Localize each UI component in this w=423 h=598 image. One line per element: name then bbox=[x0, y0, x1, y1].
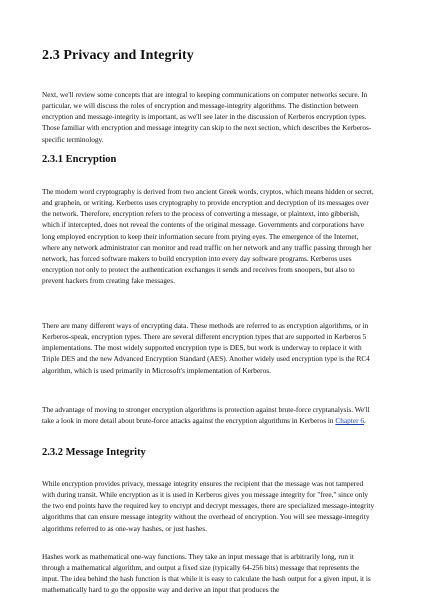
encryption-heading: 2.3.1 Encryption bbox=[42, 154, 117, 165]
chapter-6-link[interactable]: Chapter 6 bbox=[335, 416, 364, 426]
message-integrity-heading: 2.3.2 Message Integrity bbox=[42, 447, 146, 458]
encryption-paragraph-3 bbox=[42, 404, 377, 426]
section-title: 2.3 Privacy and Integrity bbox=[42, 48, 194, 63]
integrity-paragraph-2: Hashes work as mathematical one-way functions. They take an input message that is arbitrarily long, run it through a mathematical algorithm, and output a fixed size (typically 64-256 bits) message that represents the input. The idea behind the hash function is that while it is easy to calculate the hash output for a given input, it is mathematically hard to go the opposite way and derive an input that produces the bbox=[42, 552, 371, 595]
encryption-paragraph-3-text: The advantage of moving to stronger encryption algorithms is protection against brute-force cryptanalysis. We'll take a look in more detail about brute-force attacks against the encryption algorithms in Kerberos in bbox=[42, 405, 370, 426]
intro-paragraph: Next, we'll review some concepts that are integral to keeping communications on computer networks secure. In particular, we will discuss the roles of encryption and message-integrity algorithms. The distinction between encryption and message-integrity is important, as we'll see later in the discussion of Kerberos encryption types. Those familiar with encryption and message integrity can skip to the next section, which describes the Kerberos-specific terminology. bbox=[42, 90, 372, 144]
encryption-paragraph-1: The modern word cryptography is derived from two ancient Greek words, cryptos, which means hidden or secret, and grapheín, or writing. Kerberos uses cryptography to provide encryption and decryption of its messages over the network. Therefore, encryption refers to the process of converting a message, or plaintext, into gibberish, which if intercepted, does not reveal the contents of the original message. Governments and corporations have long employed encryption to keep their information secure from prying eyes. The emergence of the Internet, where any network administrator can monitor and read traffic on her network and any traffic passing through her network, has forced software makers to build encryption into every day software programs. Kerberos uses encryption not only to protect the authentication exchanges it sends and receives from snoopers, but also to prevent hackers from creating fake messages. bbox=[42, 187, 374, 286]
encryption-paragraph-2: There are many different ways of encrypting data. These methods are referred to as encryption algorithms, or in Kerberos-speak, encryption types. There are several different encryption types that are supported in Kerberos 5 implementations. The most widely supported encryption type is DES, but work is underway to replace it with Triple DES and the new Advanced Encryption Standard (AES). Another widely used encryption type is the RC4 algorithm, which is used primarily in Microsoft's implementation of Kerberos. bbox=[42, 321, 370, 375]
encryption-paragraph-3-end: . bbox=[363, 416, 366, 426]
integrity-paragraph-1: While encryption provides privacy, message integrity ensures the recipient that the message was not tampered with during transit. While encryption as it is used in Kerberos gives you message integrity for "free," since only the two end points have the required key to encrypt and decrypt messages, there are specialized message-integrity algorithms that can ensure message integrity without the overhead of encryption. You will see message-integrity algorithms referred to as one-way hashes, or just hashes. bbox=[42, 479, 375, 533]
